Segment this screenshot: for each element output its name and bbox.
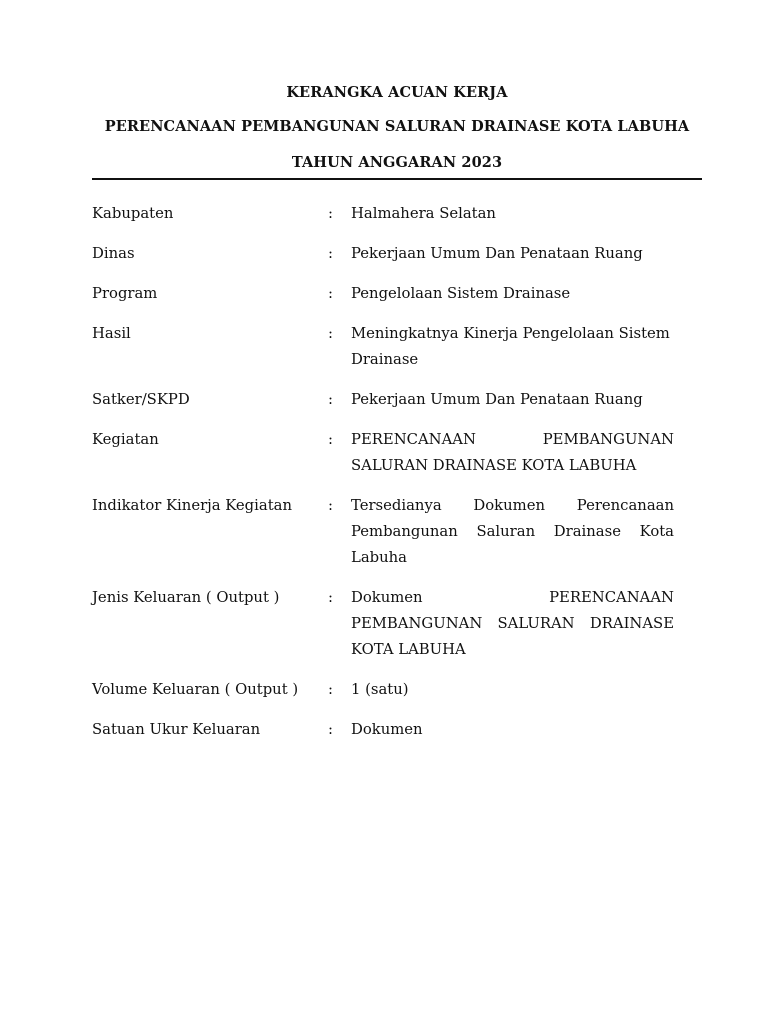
- row-value: Pekerjaan Umum Dan Penataan Ruang: [351, 391, 643, 408]
- row-value: Meningkatnya Kinerja Pengelolaan Sistem Drainase: [351, 325, 670, 368]
- row-colon: :: [328, 205, 333, 222]
- row-label: Kabupaten: [92, 205, 174, 222]
- row-label: Program: [92, 285, 158, 302]
- row-program: [92, 281, 674, 307]
- row-label: Volume Keluaran ( Output ): [92, 681, 299, 698]
- row-value: Dokumen: [351, 721, 423, 738]
- row-colon: :: [328, 431, 333, 448]
- row-kegiatan: [92, 427, 674, 479]
- row-label: Kegiatan: [92, 431, 159, 448]
- budget-year: TAHUN ANGGARAN 2023: [291, 154, 503, 171]
- row-satuan-ukur: [92, 717, 674, 743]
- row-label: Jenis Keluaran ( Output ): [92, 589, 280, 606]
- row-label: Satuan Ukur Keluaran: [92, 721, 261, 738]
- row-value: Tersedianya Dokumen Perencanaan Pembangunan Saluran Drainase Kota Labuha: [351, 497, 674, 566]
- row-colon: :: [328, 391, 333, 408]
- row-satker: [92, 387, 674, 413]
- row-colon: :: [328, 325, 333, 342]
- row-label: Dinas: [92, 245, 135, 262]
- row-jenis-keluaran: [92, 585, 674, 663]
- row-colon: :: [328, 285, 333, 302]
- row-label: Satker/SKPD: [92, 391, 190, 408]
- row-label: Hasil: [92, 325, 131, 342]
- row-value: Pekerjaan Umum Dan Penataan Ruang: [351, 245, 643, 262]
- row-colon: :: [328, 681, 333, 698]
- row-colon: :: [328, 721, 333, 738]
- row-value: Dokumen PERENCANAAN PEMBANGUNAN SALURAN DRAINASE KOTA LABUHA: [351, 589, 674, 658]
- row-indikator: [92, 493, 674, 571]
- row-value: 1 (satu): [351, 681, 409, 698]
- row-dinas: [92, 241, 674, 267]
- row-colon: :: [328, 245, 333, 262]
- row-kabupaten: [92, 201, 674, 227]
- row-label: Indikator Kinerja Kegiatan: [92, 497, 292, 514]
- row-volume-keluaran: [92, 677, 674, 703]
- document-title: KERANGKA ACUAN KERJA: [286, 84, 508, 101]
- info-table: [92, 201, 674, 757]
- row-value: Pengelolaan Sistem Drainase: [351, 285, 571, 302]
- document-subtitle: PERENCANAAN PEMBANGUNAN SALURAN DRAINASE KOTA LABUHA: [104, 118, 690, 135]
- header-divider: [92, 178, 702, 180]
- row-hasil: [92, 321, 674, 373]
- row-value: PERENCANAAN PEMBANGUNAN SALURAN DRAINASE KOTA LABUHA: [351, 431, 674, 474]
- row-colon: :: [328, 497, 333, 514]
- row-colon: :: [328, 589, 333, 606]
- row-value: Halmahera Selatan: [351, 205, 496, 222]
